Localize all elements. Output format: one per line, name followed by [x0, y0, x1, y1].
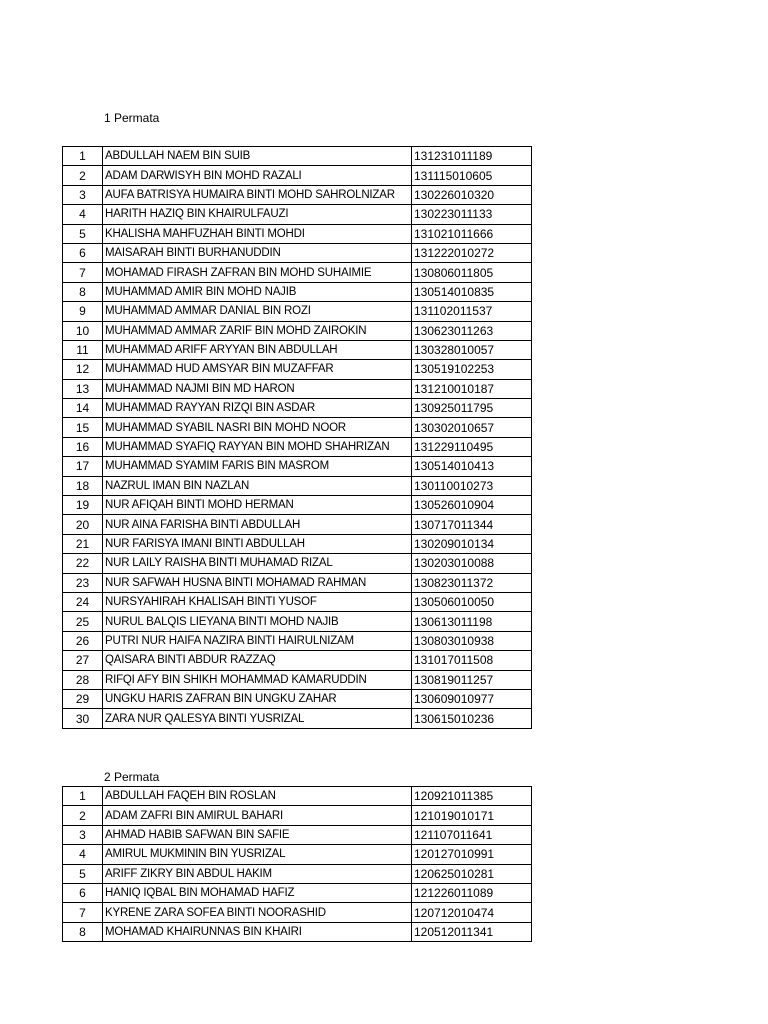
section-title-2: 2 Permata: [104, 770, 160, 784]
student-name: MAISARAH BINTI BURHANUDDIN: [103, 243, 412, 262]
row-number: 3: [63, 825, 103, 844]
table-row: [63, 670, 532, 689]
student-name: ABDULLAH NAEM BIN SUIB: [103, 147, 412, 166]
student-table-1-body: [63, 147, 532, 729]
student-id: 131210010187: [412, 379, 532, 398]
row-number: 7: [63, 263, 103, 282]
row-number: 30: [63, 709, 103, 728]
student-id: 120127010991: [412, 845, 532, 864]
student-name: ADAM ZAFRI BIN AMIRUL BAHARI: [103, 806, 412, 825]
row-number: 6: [63, 883, 103, 902]
student-name: ADAM DARWISYH BIN MOHD RAZALI: [103, 166, 412, 185]
table-row: [63, 496, 532, 515]
student-id: 120512011341: [412, 922, 532, 941]
row-number: 28: [63, 670, 103, 689]
table-row: [63, 709, 532, 728]
student-id: 121107011641: [412, 825, 532, 844]
student-name: PUTRI NUR HAIFA NAZIRA BINTI HAIRULNIZAM: [103, 631, 412, 650]
student-id: 131222010272: [412, 243, 532, 262]
row-number: 10: [63, 321, 103, 340]
student-name: MUHAMMAD AMMAR ZARIF BIN MOHD ZAIROKIN: [103, 321, 412, 340]
table-row: [63, 302, 532, 321]
student-id: 131231011189: [412, 147, 532, 166]
table-row: [63, 554, 532, 573]
table-row: [63, 437, 532, 456]
student-name: AMIRUL MUKMININ BIN YUSRIZAL: [103, 845, 412, 864]
row-number: 17: [63, 457, 103, 476]
table-row: [63, 806, 532, 825]
table-row: [63, 612, 532, 631]
row-number: 4: [63, 205, 103, 224]
student-id: 130526010904: [412, 496, 532, 515]
row-number: 27: [63, 651, 103, 670]
row-number: 1: [63, 147, 103, 166]
student-table-2-body: [63, 787, 532, 942]
row-number: 11: [63, 340, 103, 359]
student-id: 120625010281: [412, 864, 532, 883]
row-number: 12: [63, 360, 103, 379]
student-name: NUR AINA FARISHA BINTI ABDULLAH: [103, 515, 412, 534]
row-number: 25: [63, 612, 103, 631]
table-row: [63, 903, 532, 922]
table-row: [63, 787, 532, 806]
student-id: 130823011372: [412, 573, 532, 592]
student-id: 130209010134: [412, 534, 532, 553]
student-name: KYRENE ZARA SOFEA BINTI NOORASHID: [103, 903, 412, 922]
student-name: NUR FARISYA IMANI BINTI ABDULLAH: [103, 534, 412, 553]
table-row: [63, 922, 532, 941]
student-id: 130806011805: [412, 263, 532, 282]
student-name: ZARA NUR QALESYA BINTI YUSRIZAL: [103, 709, 412, 728]
student-name: NUR SAFWAH HUSNA BINTI MOHAMAD RAHMAN: [103, 573, 412, 592]
table-row: [63, 476, 532, 495]
table-row: [63, 864, 532, 883]
row-number: 8: [63, 922, 103, 941]
student-id: 121226011089: [412, 883, 532, 902]
student-name: MUHAMMAD AMIR BIN MOHD NAJIB: [103, 282, 412, 301]
student-name: NURSYAHIRAH KHALISAH BINTI YUSOF: [103, 592, 412, 611]
table-row: [63, 360, 532, 379]
student-id: 130110010273: [412, 476, 532, 495]
student-id: 130506010050: [412, 592, 532, 611]
student-name: KHALISHA MAHFUZHAH BINTI MOHDI: [103, 224, 412, 243]
row-number: 15: [63, 418, 103, 437]
table-row: [63, 379, 532, 398]
student-table-2: [62, 786, 532, 942]
student-name: NUR AFIQAH BINTI MOHD HERMAN: [103, 496, 412, 515]
table-row: [63, 282, 532, 301]
row-number: 7: [63, 903, 103, 922]
student-name: MUHAMMAD AMMAR DANIAL BIN ROZI: [103, 302, 412, 321]
table-row: [63, 534, 532, 553]
table-row: [63, 340, 532, 359]
row-number: 23: [63, 573, 103, 592]
table-row: [63, 845, 532, 864]
row-number: 14: [63, 399, 103, 418]
table-row: [63, 263, 532, 282]
student-name: ABDULLAH FAQEH BIN ROSLAN: [103, 787, 412, 806]
row-number: 20: [63, 515, 103, 534]
student-id: 130519102253: [412, 360, 532, 379]
student-name: HANIQ IQBAL BIN MOHAMAD HAFIZ: [103, 883, 412, 902]
student-id: 130613011198: [412, 612, 532, 631]
student-id: 131102011537: [412, 302, 532, 321]
table-row: [63, 825, 532, 844]
table-row: [63, 205, 532, 224]
row-number: 26: [63, 631, 103, 650]
student-id: 130514010835: [412, 282, 532, 301]
row-number: 13: [63, 379, 103, 398]
row-number: 9: [63, 302, 103, 321]
student-id: 130615010236: [412, 709, 532, 728]
row-number: 3: [63, 185, 103, 204]
student-name: MOHAMAD FIRASH ZAFRAN BIN MOHD SUHAIMIE: [103, 263, 412, 282]
student-table-1: [62, 146, 532, 729]
row-number: 16: [63, 437, 103, 456]
row-number: 5: [63, 864, 103, 883]
student-name: MUHAMMAD NAJMI BIN MD HARON: [103, 379, 412, 398]
student-id: 120712010474: [412, 903, 532, 922]
student-id: 130803010938: [412, 631, 532, 650]
student-id: 130328010057: [412, 340, 532, 359]
student-name: UNGKU HARIS ZAFRAN BIN UNGKU ZAHAR: [103, 689, 412, 708]
table-row: [63, 457, 532, 476]
student-name: MUHAMMAD RAYYAN RIZQI BIN ASDAR: [103, 399, 412, 418]
student-id: 130223011133: [412, 205, 532, 224]
table-row: [63, 321, 532, 340]
row-number: 5: [63, 224, 103, 243]
table-row: [63, 166, 532, 185]
student-name: HARITH HAZIQ BIN KHAIRULFAUZI: [103, 205, 412, 224]
row-number: 4: [63, 845, 103, 864]
student-id: 131115010605: [412, 166, 532, 185]
row-number: 2: [63, 806, 103, 825]
row-number: 2: [63, 166, 103, 185]
table-row: [63, 147, 532, 166]
student-id: 130514010413: [412, 457, 532, 476]
section-title-1: 1 Permata: [104, 111, 160, 125]
student-id: 121019010171: [412, 806, 532, 825]
table-row: [63, 631, 532, 650]
row-number: 6: [63, 243, 103, 262]
table-row: [63, 651, 532, 670]
student-name: AHMAD HABIB SAFWAN BIN SAFIE: [103, 825, 412, 844]
student-name: AUFA BATRISYA HUMAIRA BINTI MOHD SAHROLNIZAR: [103, 185, 412, 204]
student-id: 130925011795: [412, 399, 532, 418]
table-row: [63, 515, 532, 534]
student-id: 131229110495: [412, 437, 532, 456]
student-id: 130203010088: [412, 554, 532, 573]
table-row: [63, 883, 532, 902]
student-id: 130609010977: [412, 689, 532, 708]
row-number: 21: [63, 534, 103, 553]
student-name: MUHAMMAD HUD AMSYAR BIN MUZAFFAR: [103, 360, 412, 379]
row-number: 8: [63, 282, 103, 301]
student-name: NAZRUL IMAN BIN NAZLAN: [103, 476, 412, 495]
table-row: [63, 689, 532, 708]
table-row: [63, 418, 532, 437]
student-id: 120921011385: [412, 787, 532, 806]
student-name: QAISARA BINTI ABDUR RAZZAQ: [103, 651, 412, 670]
table-row: [63, 224, 532, 243]
student-name: MUHAMMAD SYAMIM FARIS BIN MASROM: [103, 457, 412, 476]
row-number: 18: [63, 476, 103, 495]
student-name: NUR LAILY RAISHA BINTI MUHAMAD RIZAL: [103, 554, 412, 573]
table-row: [63, 573, 532, 592]
table-row: [63, 399, 532, 418]
row-number: 19: [63, 496, 103, 515]
table-row: [63, 592, 532, 611]
student-name: NURUL BALQIS LIEYANA BINTI MOHD NAJIB: [103, 612, 412, 631]
student-name: MUHAMMAD ARIFF ARYYAN BIN ABDULLAH: [103, 340, 412, 359]
row-number: 29: [63, 689, 103, 708]
student-id: 130717011344: [412, 515, 532, 534]
student-id: 131021011666: [412, 224, 532, 243]
student-id: 130819011257: [412, 670, 532, 689]
student-id: 131017011508: [412, 651, 532, 670]
student-id: 130226010320: [412, 185, 532, 204]
student-name: MOHAMAD KHAIRUNNAS BIN KHAIRI: [103, 922, 412, 941]
row-number: 1: [63, 787, 103, 806]
student-name: RIFQI AFY BIN SHIKH MOHAMMAD KAMARUDDIN: [103, 670, 412, 689]
student-id: 130623011263: [412, 321, 532, 340]
student-name: MUHAMMAD SYABIL NASRI BIN MOHD NOOR: [103, 418, 412, 437]
student-id: 130302010657: [412, 418, 532, 437]
row-number: 22: [63, 554, 103, 573]
student-name: ARIFF ZIKRY BIN ABDUL HAKIM: [103, 864, 412, 883]
table-row: [63, 243, 532, 262]
table-row: [63, 185, 532, 204]
row-number: 24: [63, 592, 103, 611]
student-name: MUHAMMAD SYAFIQ RAYYAN BIN MOHD SHAHRIZAN: [103, 437, 412, 456]
